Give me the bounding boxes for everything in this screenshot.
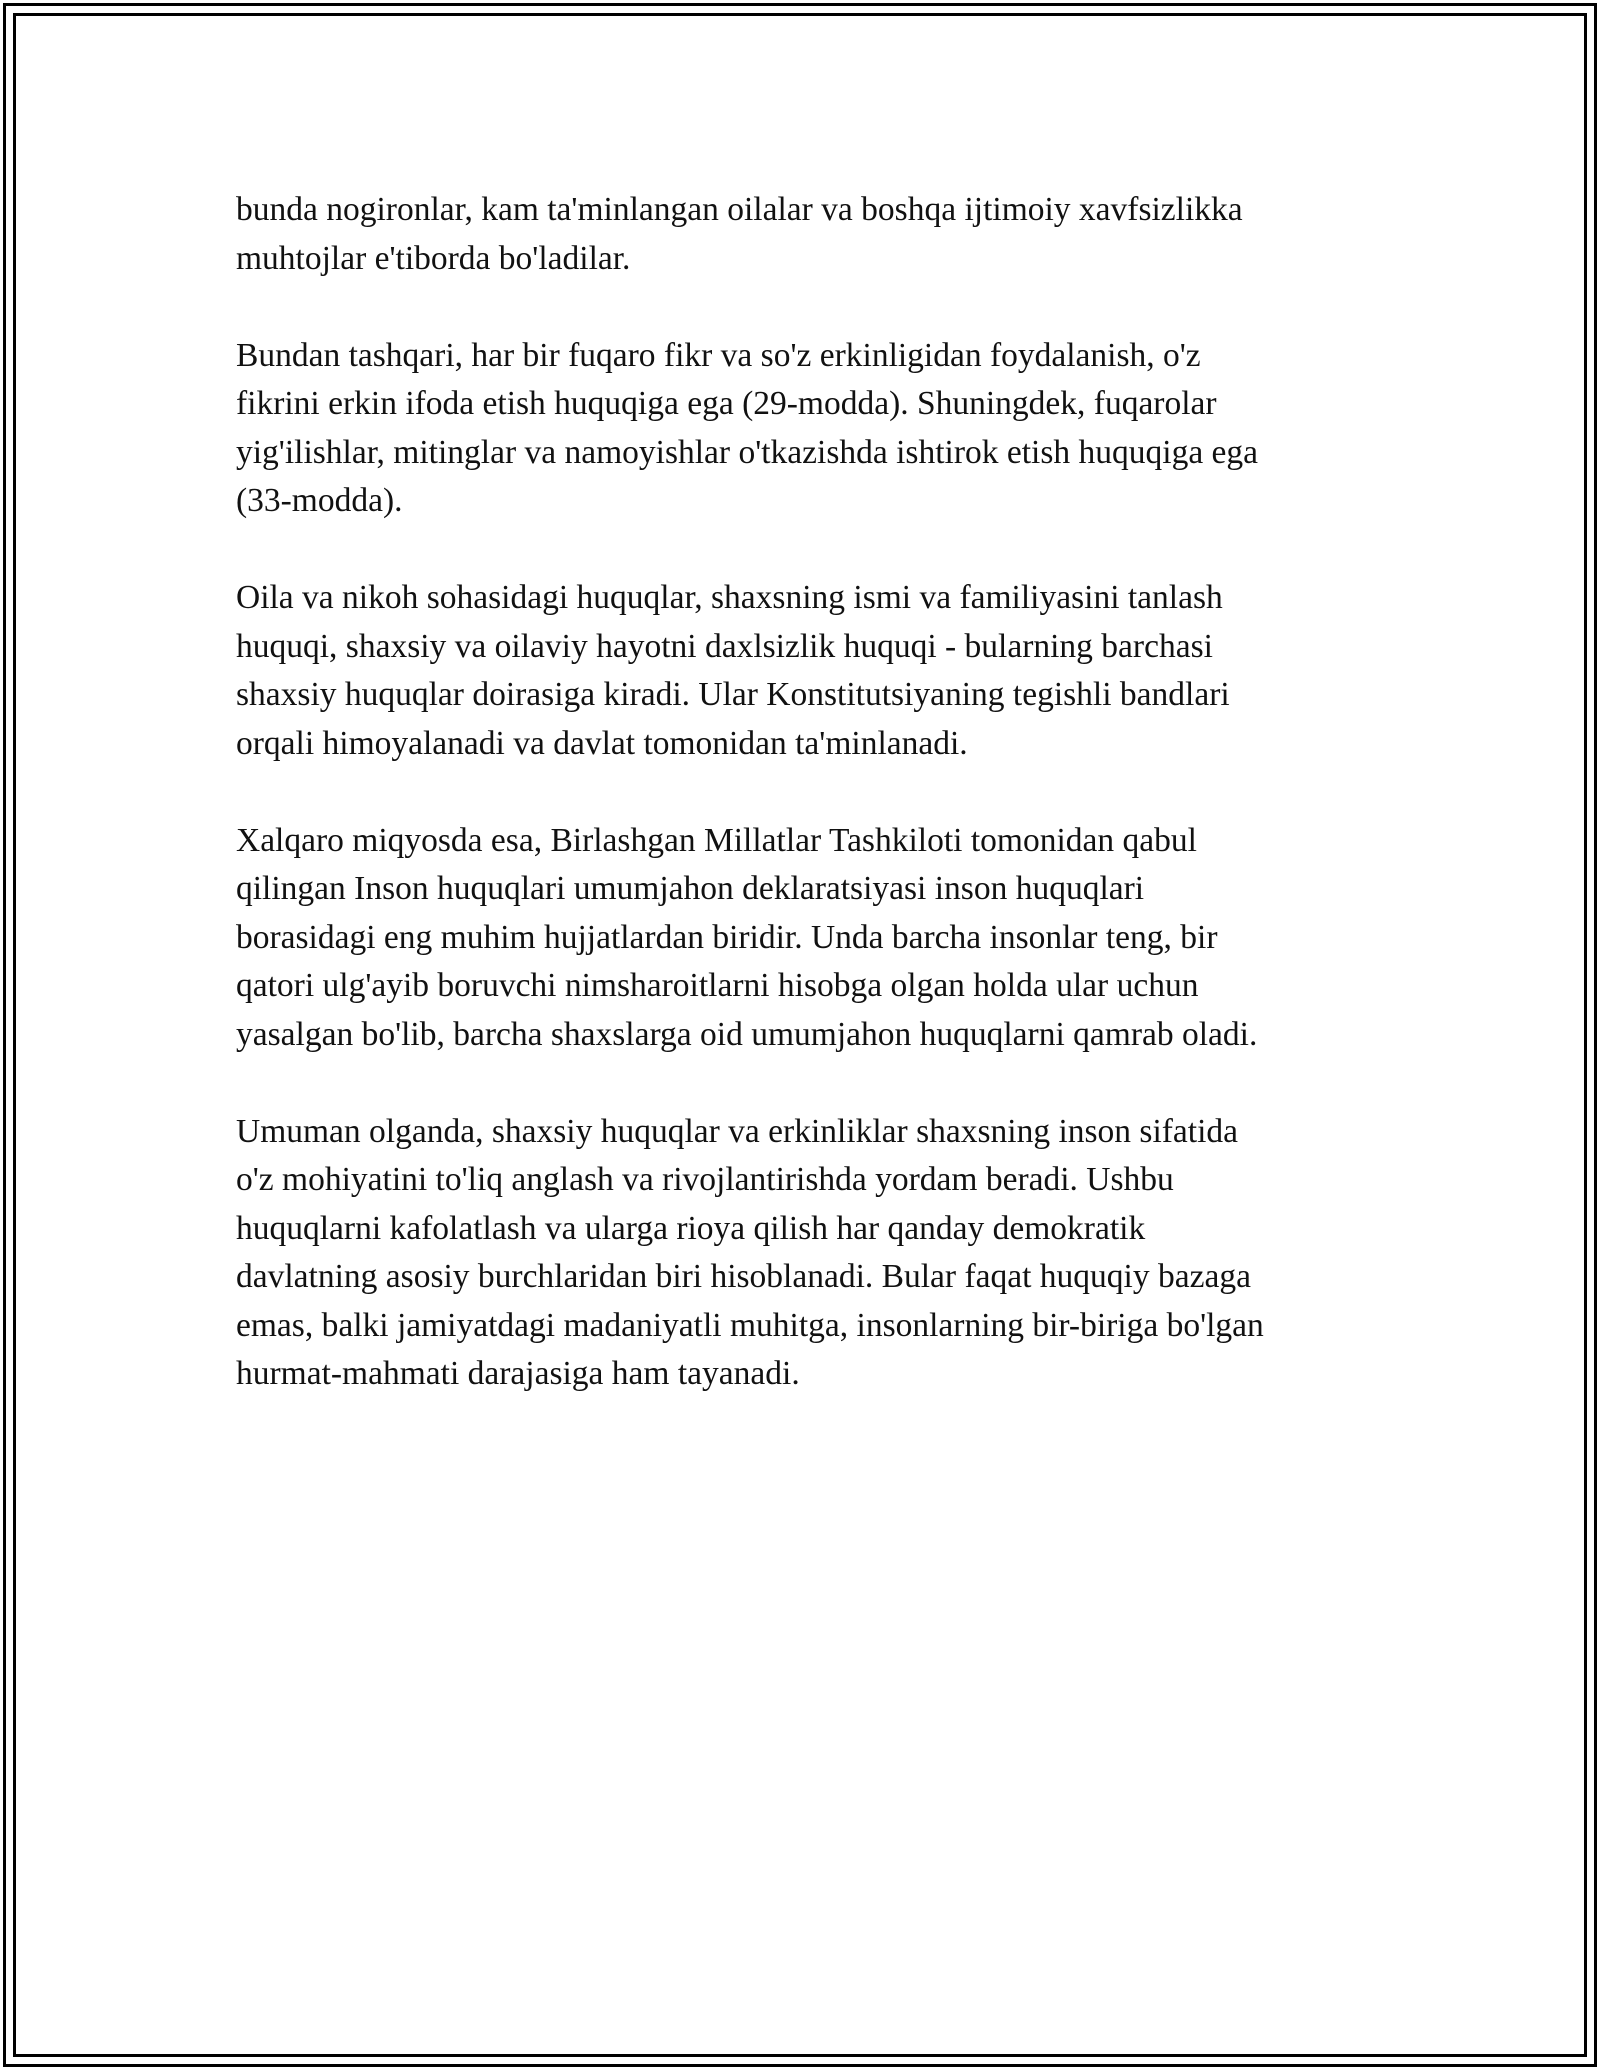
paragraph-2: Bundan tashqari, har bir fuqaro fikr va so'z erkinligidan foydalanish, o'z fikrini erkin ifoda etish huquqiga ega (29-modda). Shuningdek, fuqarolar yig'ilishlar, mitinglar va namoyishlar o'tkazishda ishtirok etish huquqiga ega (33-modda).: [236, 336, 1259, 519]
paragraph-5: Umuman olganda, shaxsiy huquqlar va erkinliklar shaxsning inson sifatida o'z mohiyatini to'liq anglash va rivojlantirishda yordam beradi. Ushbu huquqlarni kafolatlash va ularga rioya qilish har qanday demokratik davlatning asosiy burchlaridan biri hisoblanadi. Bular faqat huquqiy bazaga emas, balki jamiyatdagi madaniyatli muhitga, insonlarning bir-biriga bo'lgan hurmat-mahmati darajasiga ham tayanadi.: [236, 1112, 1264, 1392]
paragraph-1: bunda nogironlar, kam ta'minlangan oilalar va boshqa ijtimoiy xavfsizlikka muhtojlar e'tiborda bo'ladilar.: [236, 191, 1243, 277]
paragraph-4: Xalqaro miqyosda esa, Birlashgan Millatlar Tashkiloti tomonidan qabul qilingan Inson huquqlari umumjahon deklaratsiyasi inson huquqlari borasidagi eng muhim hujjatlardan biridir. Unda barcha insonlar teng, bir qatori ulg'ayib boruvchi nimsharoitlarni hisobga olgan holda ular uchun yasalgan bo'lib, barcha shaxslarga oid umumjahon huquqlarni qamrab oladi.: [236, 821, 1258, 1053]
document-body: [236, 186, 1376, 1447]
paragraph-3: Oila va nikoh sohasidagi huquqlar, shaxsning ismi va familiyasini tanlash huquqi, shaxsiy va oilaviy hayotni daxlsizlik huquqi - bularning barchasi shaxsiy huquqlar doirasiga kiradi. Ular Konstitutsiyaning tegishli bandlari orqali himoyalanadi va davlat tomonidan ta'minlanadi.: [236, 579, 1230, 762]
